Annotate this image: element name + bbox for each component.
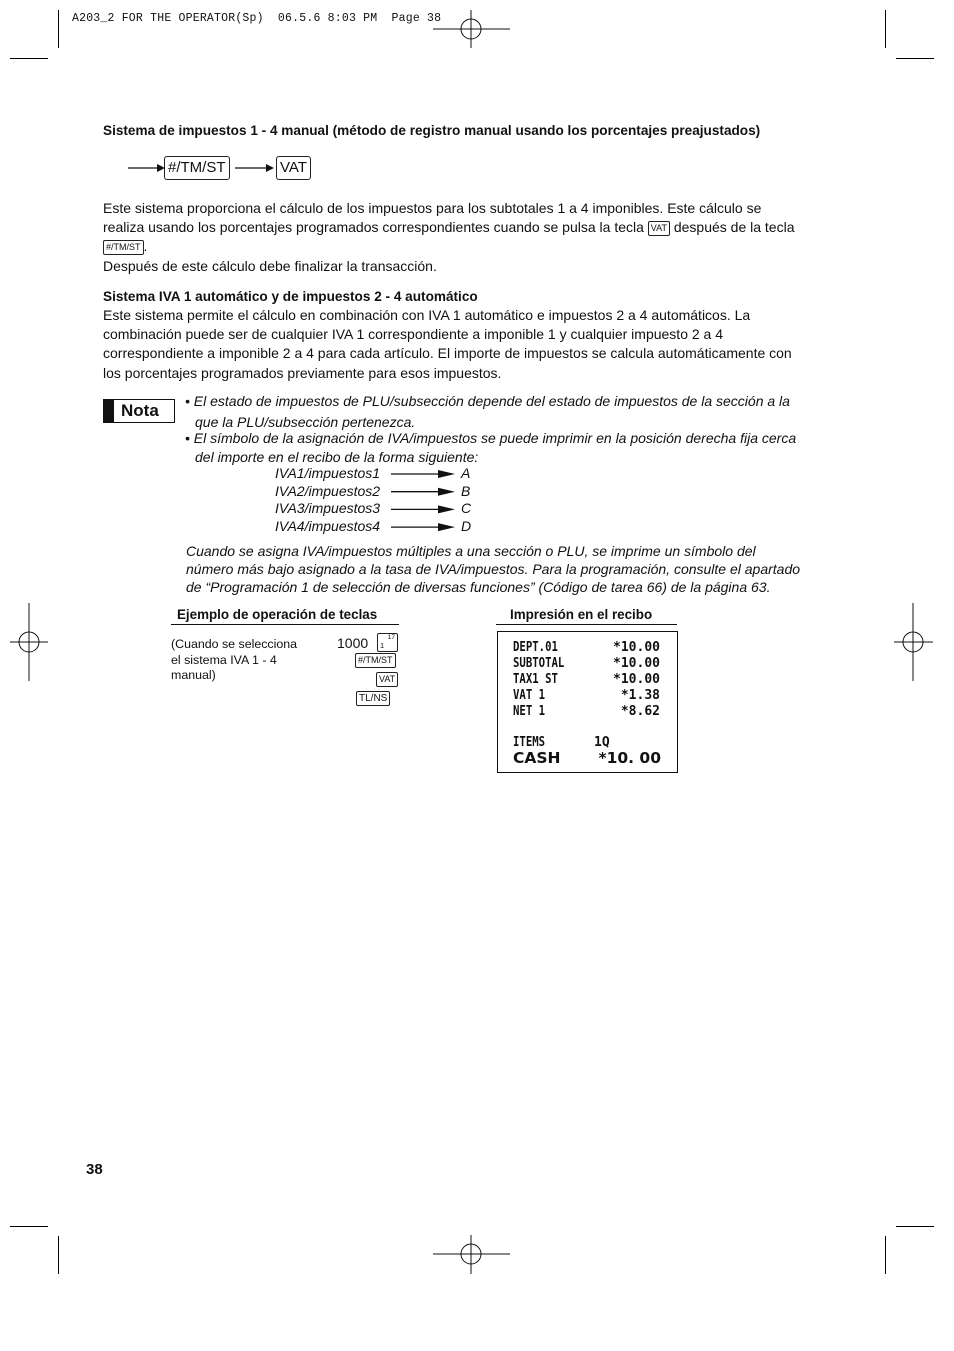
print-header: A203_2 FOR THE OPERATOR(Sp) 06.5.6 8:03 PM Page 38 (72, 12, 442, 25)
receipt-cash-row: CASH *10. 00 (513, 749, 661, 767)
divider (171, 624, 399, 625)
mapping-name: IVA4/impuestos4 (275, 518, 381, 535)
nota-label-box (103, 399, 175, 423)
section1-paragraph-text: realiza usando los porcentajes programados correspondientes cuando se pulsa la tecla (103, 219, 644, 235)
receipt-title: Impresión en el recibo (510, 607, 653, 622)
example-note: (Cuando se selecciona el sistema IVA 1 - 4 manual) (171, 637, 298, 682)
dept-key: 17 1 (377, 633, 398, 652)
nota-bullet: • El símbolo de la asignación de IVA/impuestos se puede imprimir en la posición derecha fija cerca del importe en el recibo de la forma siguiente: (185, 430, 797, 465)
page-number: 38 (86, 1161, 103, 1178)
tm-st-key: #/TM/ST (164, 156, 230, 180)
receipt-row: NET 1 *8.62 (513, 704, 660, 719)
mapping-symbol: A (461, 465, 471, 481)
tl-ns-key: TL/NS (356, 691, 390, 706)
receipt-row: SUBTOTAL *10.00 (513, 656, 660, 671)
mapping-symbol: D (461, 518, 472, 535)
section2-paragraph: Este sistema permite el cálculo en combinación con IVA 1 automático e impuestos 2 a 4 automáticos. La combinación puede ser de cualquier IVA 1 correspondiente a imponible 1 y cualquier impuesto 2 a 4 correspondiente a imponible 2 a 4 para cada artículo. El importe de impuestos se calcula automáticamente con los porcentajes programados previamente para esos impuestos. (103, 307, 792, 381)
section1-paragraph-line4: Después de este cálculo debe finalizar la transacción. (103, 258, 437, 274)
mapping-symbol: B (461, 482, 471, 499)
section1-paragraph-line3: #/TM/ST . (103, 237, 147, 256)
mapping-arrows (388, 465, 460, 537)
section1-paragraph-line2 (103, 218, 794, 237)
tax-symbols (461, 465, 471, 536)
vat-key: VAT (276, 156, 311, 180)
section1-paragraph-line1: Este sistema proporciona el cálculo de los impuestos para los subtotales 1 a 4 imponibles. Este cálculo se (103, 200, 762, 216)
divider (496, 624, 677, 625)
receipt-row: VAT 1 *1.38 (513, 688, 660, 703)
section2-title: Sistema IVA 1 automático y de impuestos 2 - 4 automático (103, 289, 478, 304)
receipt-row: TAX1 ST *10.00 (513, 672, 660, 687)
nota-footer: Cuando se asigna IVA/impuestos múltiples a una sección o PLU, se imprime un símbolo del número más bajo asignado a la tasa de IVA/impuestos. Para la programación, consulte el apartado de “Programación 1 de selección de diversas funciones” (Código de tarea 66) de la página 63. (186, 543, 801, 595)
receipt-items-row: ITEMS 1Q (513, 735, 610, 750)
inline-vat-key: VAT (648, 221, 670, 236)
tm-st-key: #/TM/ST (355, 653, 396, 668)
receipt-row: DEPT.01 *10.00 (513, 640, 660, 655)
receipt (497, 631, 678, 773)
mapping-name: IVA3/impuestos3 (275, 500, 381, 517)
mapping-symbol: C (461, 500, 472, 517)
section1-title: Sistema de impuestos 1 - 4 manual (método de registro manual usando los porcentajes preajustados) (103, 123, 761, 138)
tax-symbol-mapping (275, 465, 380, 536)
nota-label: Nota (121, 401, 159, 420)
section1-paragraph-text: después de la tecla (673, 219, 795, 235)
amount: 1000 (337, 635, 369, 651)
inline-tm-st-key: #/TM/ST (103, 240, 144, 255)
mapping-name: IVA1/impuestos1 (275, 465, 381, 481)
vat-key: VAT (376, 672, 398, 687)
mapping-name: IVA2/impuestos2 (275, 482, 381, 499)
ops-title: Ejemplo de operación de teclas (177, 607, 378, 622)
nota-bullet: • El estado de impuestos de PLU/subsección depende del estado de impuestos de la sección a la que la PLU/subsección pertenezca. (185, 393, 790, 430)
